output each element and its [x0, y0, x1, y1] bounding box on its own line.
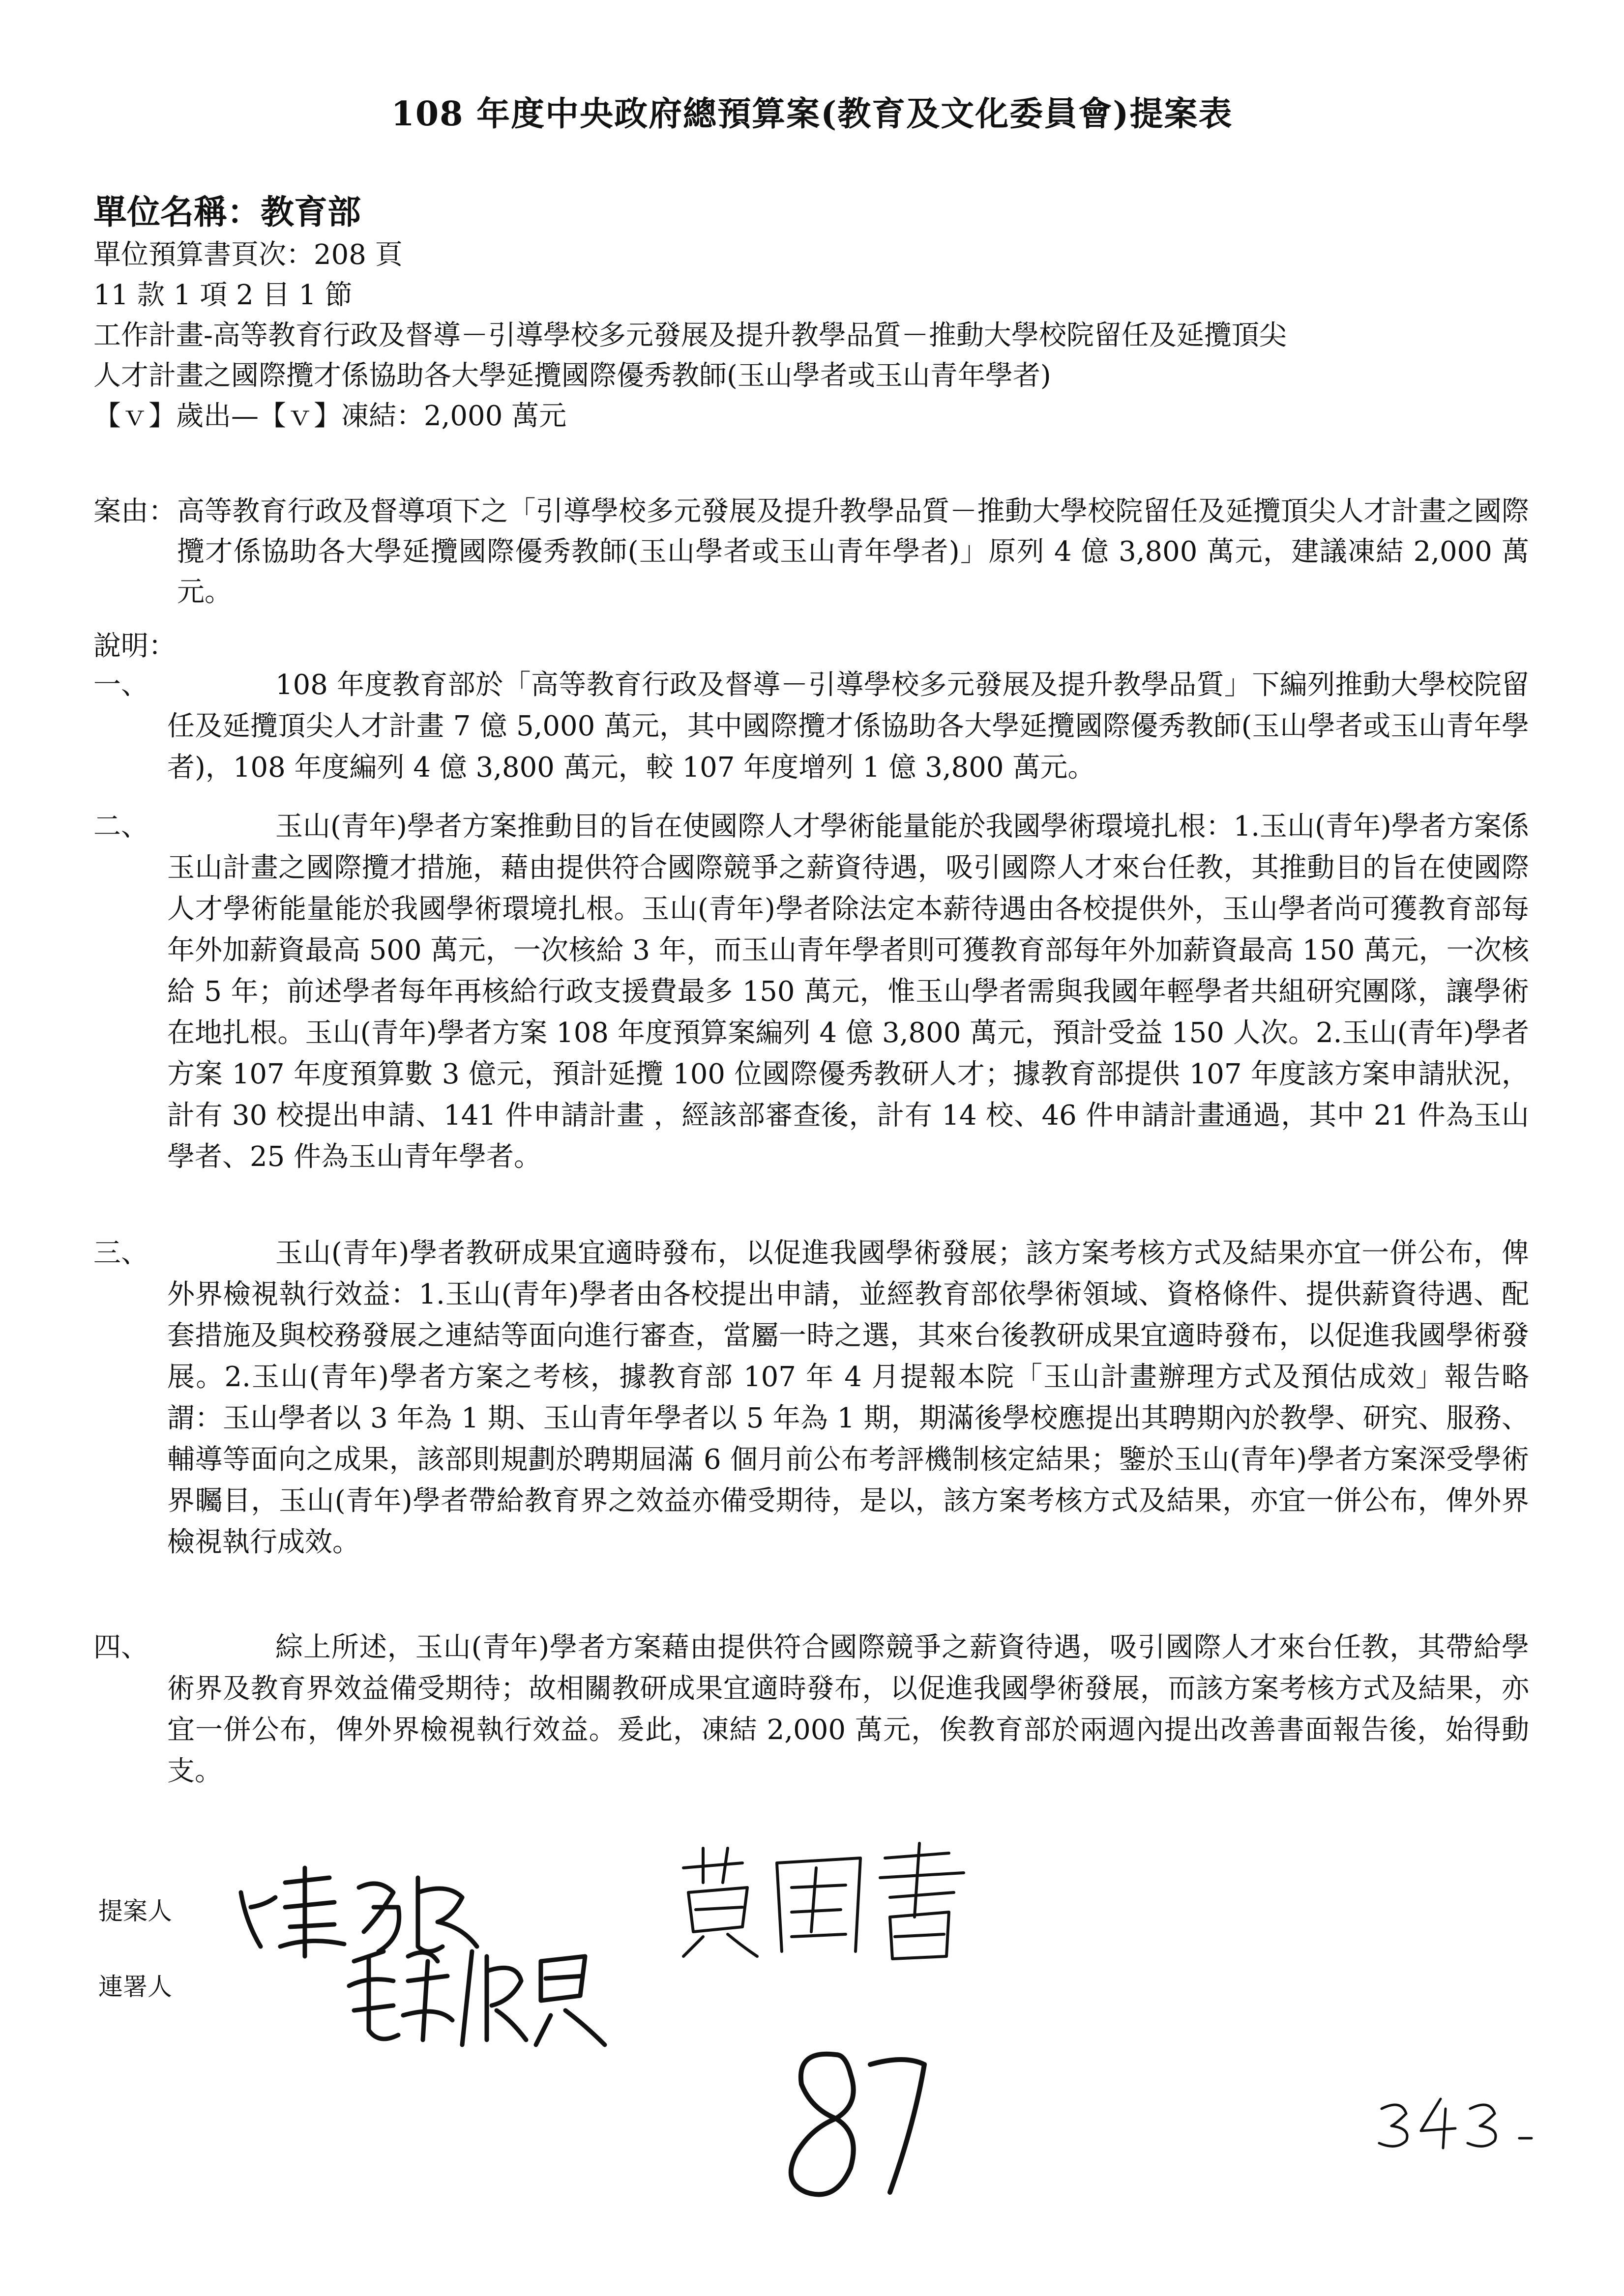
item-text: 108 年度教育部於「高等教育行政及督導－引導學校多元發展及提升教學品質」下編列推動大學校院留任及延攬頂尖人才計畫 7 億 5,000 萬元，其中國際攬才係協助各大學延攬國際優秀教師(玉山學者或玉山青年學者)，108 年度編列 4 億 3,800 萬元，較 107 年度增列 1 億 3,800 萬元。	[167, 669, 1529, 784]
handwritten-proposal-number	[777, 2035, 934, 2212]
cosigner-signature-2	[674, 1838, 978, 1966]
item-number: 四、	[93, 1631, 148, 1663]
item-text: 玉山(青年)學者教研成果宜適時發布，以促進我國學術發展；該方案考核方式及結果亦宜一併公布，俾外界檢視執行效益：1.玉山(青年)學者由各校提出申請，並經教育部依學術領域、資格條件、提供薪資待遇、配套措施及與校務發展之連結等面向進行審查，當屬一時之選，其來台後教研成果宜適時發布，以促進我國學術發展。2.玉山(青年)學者方案之考核，據教育部 107 年 4 月提報本院「玉山計畫辦理方式及預估成效」報告略謂：玉山學者以 3 年為 1 期、玉山青年學者以 5 年為 1 期，期滿後學校應提出其聘期內於教學、研究、服務、輔導等面向之成果，該部則規劃於聘期屆滿 6 個月前公布考評機制核定結果；鑒於玉山(青年)學者方案深受學術界矚目，玉山(青年)學者帶給教育界之效益亦備受期待，是以，該方案考核方式及結果，亦宜一併公布，俾外界檢視執行成效。	[167, 1237, 1529, 1558]
reason-block	[93, 492, 1529, 612]
meta-block	[93, 235, 1287, 436]
budget-page: 單位預算書頁次：208 頁	[93, 239, 403, 271]
reason-label: 案由：	[93, 495, 176, 527]
explanation-item-2	[93, 806, 1529, 1178]
item-text: 綜上所述，玉山(青年)學者方案藉由提供符合國際競爭之薪資待遇，吸引國際人才來台任教，其帶給學術界及教育界效益備受期待；故相關教研成果宜適時發布，以促進我國學術發展，而該方案考核方式及結果，亦宜一併公布，俾外界檢視執行效益。爰此，凍結 2,000 萬元，俟教育部於兩週內提出改善書面報告後，始得動支。	[167, 1631, 1529, 1787]
document-title: 108 年度中央政府總預算案(教育及文化委員會)提案表	[391, 94, 1233, 134]
cosigner-signature-1	[339, 1942, 615, 2060]
item-text: 玉山(青年)學者方案推動目的旨在使國際人才學術能量能於我國學術環境扎根：1.玉山(青年)學者方案係玉山計畫之國際攬才措施，藉由提供符合國際競爭之薪資待遇，吸引國際人才來台任教，其推動目的旨在使國際人才學術能量能於我國學術環境扎根。玉山(青年)學者除法定本薪待遇由各校提供外，玉山學者尚可獲教育部每年外加薪資最高 500 萬元，一次核給 3 年，而玉山青年學者則可獲教育部每年外加薪資最高 150 萬元，一次核給 5 年；前述學者每年再核給行政支援費最多 150 萬元，惟玉山學者需與我國年輕學者共組研究團隊，讓學術在地扎根。玉山(青年)學者方案 108 年度預算案編列 4 億 3,800 萬元，預計受益 150 人次。2.玉山(青年)學者方案 107 年度預算數 3 億元，預計延攬 100 位國際優秀教研人才；據教育部提供 107 年度該方案申請狀況，計有 30 校提出申請、141 件申請計畫 ，經該部審查後，計有 14 校、46 件申請計畫通過，其中 21 件為玉山學者、25 件為玉山青年學者。	[167, 811, 1529, 1173]
handwritten-page-number	[1372, 2089, 1539, 2153]
work-plan-line-1: 工作計畫-高等教育行政及督導－引導學校多元發展及提升教學品質－推動大學校院留任及延攬頂尖	[93, 320, 1287, 351]
unit-name: 單位名稱：教育部	[93, 193, 361, 232]
section-line: 11 款 1 項 2 目 1 節	[93, 279, 353, 311]
item-number: 一、	[93, 669, 148, 701]
reason-text: 高等教育行政及督導項下之「引導學校多元發展及提升教學品質－推動大學校院留任及延攬頂尖人才計畫之國際攬才係協助各大學延攬國際優秀教師(玉山學者或玉山青年學者)」原列 4 億 3,800 萬元，建議凍結 2,000 萬元。	[177, 495, 1529, 608]
explanation-item-3	[93, 1233, 1529, 1563]
explanation-item-4	[93, 1627, 1529, 1792]
proposer-label: 提案人	[98, 1897, 172, 1925]
amount-line: 【ｖ】歲出—【ｖ】凍結：2,000 萬元	[93, 400, 567, 432]
item-number: 二、	[93, 811, 148, 843]
explanation-heading: 說明：	[93, 630, 176, 662]
explanation-item-1	[93, 665, 1529, 788]
work-plan-line-2: 人才計畫之國際攬才係協助各大學延攬國際優秀教師(玉山學者或玉山青年學者)	[93, 360, 1051, 392]
item-number: 三、	[93, 1237, 148, 1269]
cosigner-label: 連署人	[98, 1973, 172, 2001]
